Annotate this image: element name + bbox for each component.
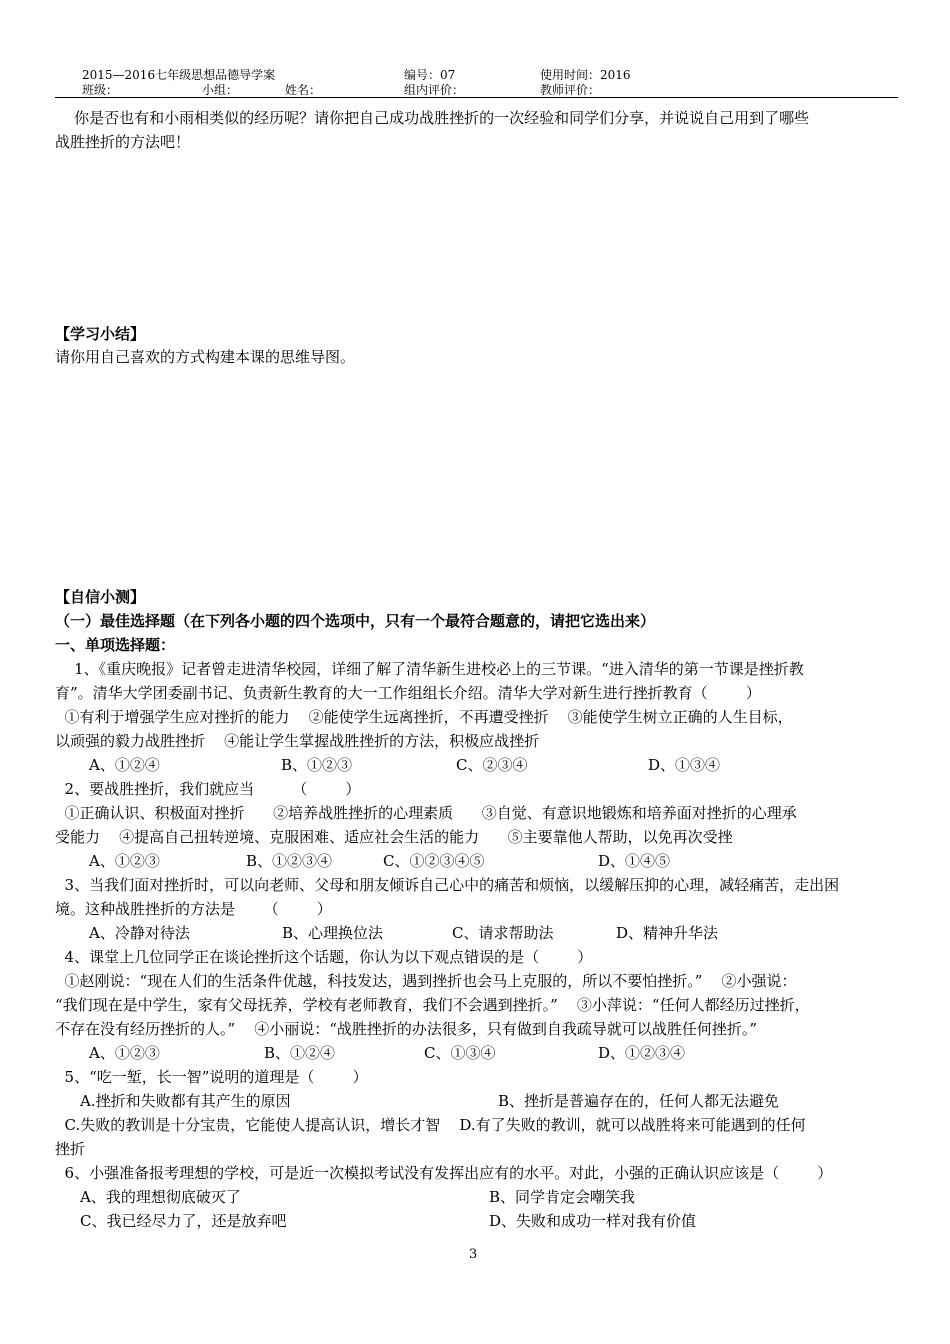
q4-line-1: 4、课堂上几位同学正在谈论挫折这个话题，你认为以下观点错误的是（ ） [55, 948, 593, 966]
q3-line-2: 境。这种战胜挫折的方法是 （ ） [55, 900, 332, 918]
header-name-label: 姓名： [285, 83, 322, 97]
q4-line-2: ①赵刚说：“现在人们的生活条件优越，科技发达，遇到挫折也会马上克服的，所以不要怕挫折。” ②小强说： [55, 972, 797, 990]
summary-heading: 【学习小结】 [55, 325, 146, 343]
test-section-title: （一）最佳选择题（在下列各小题的四个选项中，只有一个最符合题意的，请把它选出来） [55, 612, 656, 630]
header-class-label: 班级： [82, 83, 119, 97]
q6-option-a: A、我的理想彻底破灭了 [80, 1188, 241, 1206]
q2-line-2: ①正确认识、积极面对挫折 ②培养战胜挫折的心理素质 ③自觉、有意识地锻炼和培养面对挫折的心理承 [55, 804, 797, 822]
q1-option-d: D、①③④ [648, 756, 721, 774]
page-number: 3 [469, 1247, 478, 1262]
q6-option-d: D、失败和成功一样对我有价值 [489, 1212, 697, 1230]
header-group-label: 小组： [202, 83, 239, 97]
q5-option-b: B、挫折是普遍存在的，任何人都无法避免 [498, 1092, 780, 1110]
header-teacher-eval: 教师评价： [540, 83, 601, 97]
intro-line-2: 战胜挫折的方法吧！ [55, 133, 191, 151]
q3-option-b: B、心理换位法 [282, 924, 384, 942]
test-heading: 【自信小测】 [55, 588, 146, 606]
q2-option-d: D、①④⑤ [598, 852, 671, 870]
q1-option-b: B、①②③ [281, 756, 353, 774]
q1-option-a: A、①②④ [89, 756, 160, 774]
q4-line-4: 不存在没有经历挫折的人。” ④小丽说：“战胜挫折的办法很多，只有做到自我疏导就可以战胜任何挫折。” [55, 1020, 758, 1038]
header-use-time: 使用时间：2016 [540, 68, 631, 82]
q5-line-3: C.失败的教训是十分宝贵，它能使人提高认识，增长才智 D.有了失败的教训，就可以战胜将来可能遇到的任何 [55, 1116, 806, 1134]
q6-line-1: 6、小强准备报考理想的学校，可是近一次模拟考试没有发挥出应有的水平。对此，小强的正确认识应该是（ ） [55, 1164, 833, 1182]
q4-option-a: A、①②③ [89, 1044, 160, 1062]
q2-option-b: B、①②③④ [246, 852, 333, 870]
q2-option-c: C、①②③④⑤ [383, 852, 485, 870]
q4-option-d: D、①②③④ [598, 1044, 686, 1062]
header-title: 2015—2016七年级思想品德导学案 [82, 68, 276, 82]
header-rule [55, 97, 898, 98]
q4-option-b: B、①②④ [264, 1044, 336, 1062]
q1-option-c: C、②③④ [456, 756, 528, 774]
q1-line-1: 1、《重庆晚报》记者曾走进清华校园，详细了解了清华新生进校必上的三节课。“进入清华的第一节课是挫折教 [55, 660, 804, 678]
q2-option-a: A、①②③ [89, 852, 160, 870]
q3-line-1: 3、当我们面对挫折时，可以向老师、父母和朋友倾诉自己心中的痛苦和烦恼，以缓解压抑的心理，减轻痛苦，走出困 [55, 876, 840, 894]
header-group-eval: 组内评价： [404, 83, 465, 97]
q4-option-c: C、①③④ [424, 1044, 496, 1062]
q6-option-b: B、同学肯定会嘲笑我 [489, 1188, 636, 1206]
q3-option-d: D、精神升华法 [616, 924, 719, 942]
q6-option-c: C、我已经尽力了，还是放弃吧 [80, 1212, 287, 1230]
test-sub-title: 一、单项选择题： [55, 636, 176, 654]
q3-option-c: C、请求帮助法 [452, 924, 554, 942]
q3-option-a: A、冷静对待法 [89, 924, 190, 942]
intro-line-1: 你是否也有和小雨相类似的经历呢？请你把自己成功战胜挫折的一次经验和同学们分享，并说说自己用到了哪些 [55, 109, 810, 127]
summary-text: 请你用自己喜欢的方式构建本课的思维导图。 [55, 348, 356, 366]
q5-line-4: 挫折 [55, 1140, 86, 1158]
q2-line-3: 受能力 ④提高自己扭转逆境、克服困难、适应社会生活的能力 ⑤主要靠他人帮助，以免再次受挫 [55, 828, 733, 846]
header-number: 编号：07 [404, 68, 456, 82]
q2-line-1: 2、要战胜挫折，我们就应当 （ ） [55, 780, 361, 798]
q5-line-1: 5、“吃一堑，长一智”说明的道理是（ ） [55, 1068, 368, 1086]
q1-line-4: 以顽强的毅力战胜挫折 ④能让学生掌握战胜挫折的方法，积极应战挫折 [55, 732, 540, 750]
q5-option-a: A.挫折和失败都有其产生的原因 [80, 1092, 291, 1110]
q1-line-3: ①有利于增强学生应对挫折的能力 ②能使学生远离挫折，不再遭受挫折 ③能使学生树立正确的人生目标， [55, 708, 793, 726]
q1-line-2: 育”。清华大学团委副书记、负责新生教育的大一工作组组长介绍。清华大学对新生进行挫折教育（ ） [55, 684, 761, 702]
q4-line-3: “我们现在是中学生，家有父母抚养，学校有老师教育，我们不会遇到挫折。” ③小萍说：“任何人都经历过挫折， [55, 996, 810, 1014]
